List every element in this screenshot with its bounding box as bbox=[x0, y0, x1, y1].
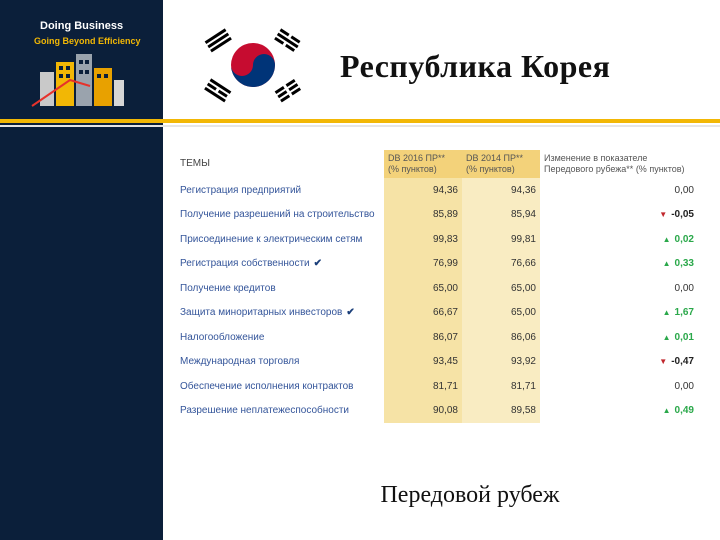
db2016-cell: 65,00 bbox=[384, 276, 462, 301]
header-divider bbox=[0, 119, 720, 123]
change-value: 0,33 bbox=[674, 258, 694, 270]
table-row bbox=[176, 374, 698, 399]
arrow-up-icon: ▲ bbox=[662, 234, 671, 244]
change-value: 0,01 bbox=[674, 331, 694, 343]
db2016-cell: 76,99 bbox=[384, 252, 462, 277]
change-cell bbox=[540, 178, 698, 203]
topic-cell bbox=[176, 227, 384, 252]
topic-cell bbox=[176, 350, 384, 375]
brand-subtitle: Going Beyond Efficiency bbox=[34, 36, 141, 46]
slide-title: Республика Корея bbox=[340, 48, 611, 84]
change-value: -0,05 bbox=[671, 209, 694, 221]
db2016-cell: 86,07 bbox=[384, 325, 462, 350]
arrow-down-icon: ▼ bbox=[659, 357, 668, 367]
topic-cell bbox=[176, 301, 384, 326]
change-cell bbox=[540, 301, 698, 326]
change-value: 0,49 bbox=[674, 405, 694, 417]
topic-cell bbox=[176, 276, 384, 301]
header-db2014: DB 2014 ПР** (% пунктов) bbox=[462, 150, 540, 178]
db2014-cell: 85,94 bbox=[462, 203, 540, 228]
change-cell bbox=[540, 276, 698, 301]
change-value: 1,67 bbox=[674, 307, 694, 319]
topic-cell bbox=[176, 399, 384, 424]
change-value: 0,02 bbox=[674, 233, 694, 245]
db2016-cell: 81,71 bbox=[384, 374, 462, 399]
table-header-row bbox=[176, 150, 698, 178]
db2014-cell: 81,71 bbox=[462, 374, 540, 399]
header-change: Изменение в показателе Передового рубежа** (% пунктов) bbox=[540, 150, 698, 178]
db2016-cell: 90,08 bbox=[384, 399, 462, 424]
change-value: 0,00 bbox=[674, 184, 694, 196]
slide-footer: Передовой рубеж bbox=[380, 482, 560, 508]
table-row bbox=[176, 227, 698, 252]
table-row bbox=[176, 325, 698, 350]
arrow-down-icon: ▼ bbox=[659, 210, 668, 220]
topic-label: Обеспечение исполнения контрактов bbox=[180, 380, 354, 392]
topic-label: Регистрация собственности bbox=[180, 258, 310, 270]
change-cell bbox=[540, 227, 698, 252]
change-cell bbox=[540, 325, 698, 350]
topic-label: Разрешение неплатежеспособности bbox=[180, 405, 349, 417]
table-row bbox=[176, 252, 698, 277]
south-korea-flag-icon bbox=[198, 20, 308, 110]
arrow-up-icon: ▲ bbox=[662, 259, 671, 269]
topic-cell bbox=[176, 178, 384, 203]
db2014-cell: 65,00 bbox=[462, 301, 540, 326]
change-cell bbox=[540, 350, 698, 375]
change-cell bbox=[540, 374, 698, 399]
topic-label: Защита миноритарных инвесторов bbox=[180, 307, 343, 319]
db2014-cell: 76,66 bbox=[462, 252, 540, 277]
change-value: -0,47 bbox=[671, 356, 694, 368]
table-row bbox=[176, 178, 698, 203]
db2014-cell: 93,92 bbox=[462, 350, 540, 375]
arrow-up-icon: ▲ bbox=[662, 308, 671, 318]
db2016-cell: 94,36 bbox=[384, 178, 462, 203]
db2016-cell: 99,83 bbox=[384, 227, 462, 252]
table-body bbox=[176, 178, 698, 423]
brand-title: Doing Business bbox=[40, 20, 124, 32]
arrow-up-icon: ▲ bbox=[662, 406, 671, 416]
table-row bbox=[176, 350, 698, 375]
check-icon: ✔ bbox=[346, 307, 355, 319]
db2014-cell: 65,00 bbox=[462, 276, 540, 301]
table-row bbox=[176, 399, 698, 424]
topic-label: Получение разрешений на строительство bbox=[180, 209, 375, 221]
db2016-cell: 93,45 bbox=[384, 350, 462, 375]
db2014-cell: 94,36 bbox=[462, 178, 540, 203]
topic-label: Регистрация предприятий bbox=[180, 184, 302, 196]
topic-label: Налогообложение bbox=[180, 331, 265, 343]
topic-cell bbox=[176, 203, 384, 228]
topic-cell bbox=[176, 374, 384, 399]
topic-cell bbox=[176, 325, 384, 350]
buildings-logo-icon bbox=[30, 50, 130, 110]
db2016-cell: 66,67 bbox=[384, 301, 462, 326]
change-cell bbox=[540, 252, 698, 277]
topic-label: Международная торговля bbox=[180, 356, 300, 368]
change-cell bbox=[540, 203, 698, 228]
change-value: 0,00 bbox=[674, 282, 694, 294]
table-row bbox=[176, 276, 698, 301]
db2014-cell: 86,06 bbox=[462, 325, 540, 350]
indicator-table bbox=[176, 150, 698, 423]
header-topics: ТЕМЫ bbox=[180, 158, 210, 169]
topic-label: Присоединение к электрическим сетям bbox=[180, 233, 363, 245]
table-row bbox=[176, 301, 698, 326]
db2014-cell: 89,58 bbox=[462, 399, 540, 424]
header-divider-shadow bbox=[0, 125, 720, 127]
check-icon: ✔ bbox=[313, 258, 323, 270]
db2014-cell: 99,81 bbox=[462, 227, 540, 252]
topic-cell bbox=[176, 252, 384, 277]
arrow-up-icon: ▲ bbox=[662, 332, 671, 342]
header-db2016: DB 2016 ПР** (% пунктов) bbox=[384, 150, 462, 178]
table-row bbox=[176, 203, 698, 228]
topic-label: Получение кредитов bbox=[180, 282, 276, 294]
change-value: 0,00 bbox=[674, 380, 694, 392]
change-cell bbox=[540, 399, 698, 424]
db2016-cell: 85,89 bbox=[384, 203, 462, 228]
